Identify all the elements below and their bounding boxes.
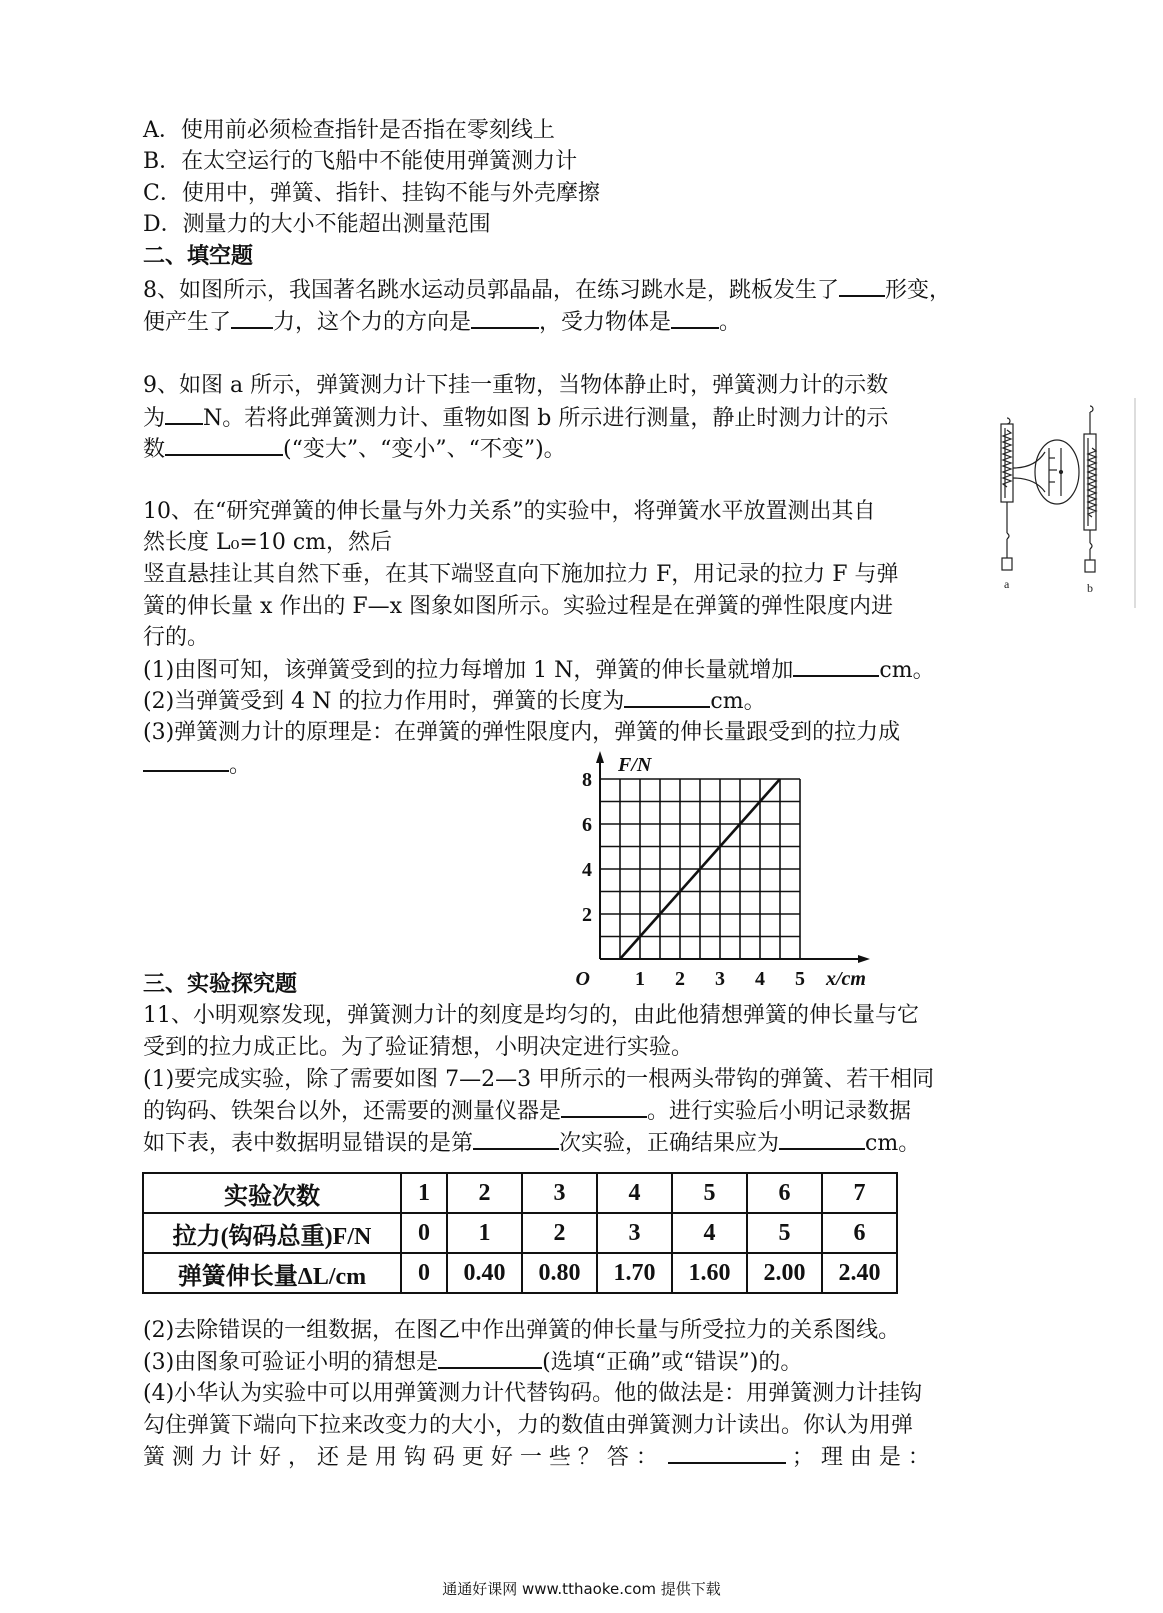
q10-part-3-answer [143,750,251,781]
table-cell: 弹簧伸长量ΔL/cm [143,1253,401,1293]
y-tick-label: 6 [582,814,592,836]
q9-text: 数 [143,437,166,462]
q9-blank-2 [165,434,283,456]
q8-text: 形变， [885,278,952,303]
q11-part-4-line-3 [143,1442,930,1473]
q11-line-4 [143,1096,911,1127]
q10-part-3: (3)弹簧测力计的原理是：在弹簧的弹性限度内，弹簧的伸长量跟受到的拉力成 [143,720,901,745]
q11-blank-2 [473,1128,559,1150]
q11-part-2: (2)去除错误的一组数据，在图乙中作出弹簧的伸长量与所受拉力的关系图线。 [143,1318,901,1343]
table-cell: 7 [822,1173,897,1213]
q11-part-4-line-1: (4)小华认为实验中可以用弹簧测力计代替钩码。他的做法是：用弹簧测力计挂钩 [143,1381,923,1406]
q11-line-1: 11、小明观察发现，弹簧测力计的刻度是均匀的，由此他猜想弹簧的伸长量与它 [143,1003,919,1028]
q11-blank-4 [438,1347,542,1369]
y-tick-label: 4 [582,859,592,881]
y-axis-label: F/N [618,754,652,776]
q10-text: (1)由图可知，该弹簧受到的拉力每增加 1 N，弹簧的伸长量就增加 [143,658,794,683]
q10-text: 。 [229,753,252,778]
q10-text: cm。 [710,689,766,714]
table-cell: 2 [447,1173,522,1213]
q10-line-3: 竖直悬挂让其自然下垂，在其下端竖直向下施加拉力 F，用记录的拉力 F 与弹 [143,562,899,587]
section-3-title: 三、实验探究题 [143,972,298,997]
q10-blank-2 [624,686,710,708]
q10-line-4: 簧的伸长量 x 作出的 F—x 图象如图所示。实验过程是在弹簧的弹性限度内进 [143,594,894,619]
q11-blank-3 [779,1128,865,1150]
q7-option-a: A．使用前必须检查指针是否指在零刻线上 [143,118,555,143]
x-tick-label: 1 [635,968,645,990]
q10-part-2 [143,686,766,717]
table-row [143,1253,897,1293]
fx-chart [570,740,880,1000]
footer: 通通好课网 www.tthaoke.com 提供下载 [442,1580,721,1598]
q11-text: 簧 测 力 计 好 ， 还 是 用 钩 码 更 好 一 些 ？ 答 ： [143,1445,658,1470]
q8-line-2 [143,307,741,338]
q9-text: 为 [143,406,166,431]
table-cell: 3 [522,1173,597,1213]
table-cell: 实验次数 [143,1173,401,1213]
q9-text: N。若将此弹簧测力计、重物如图 b 所示进行测量，静止时测力计的示 [203,406,889,431]
section-2-title: 二、填空题 [143,244,254,269]
q11-text: 的钩码、铁架台以外，还需要的测量仪器是 [143,1099,562,1124]
q8-text: 便产生了 [143,310,232,335]
q10-text: cm。 [879,658,935,683]
y-tick-label: 8 [582,769,592,791]
q11-blank-5 [668,1442,786,1464]
q7-option-b: B．在太空运行的飞船中不能使用弹簧测力计 [143,149,578,174]
table-row [143,1213,897,1253]
table-cell: 0 [401,1253,447,1293]
table-cell: 1 [401,1173,447,1213]
table-cell: 1.60 [672,1253,747,1293]
q10-blank-1 [793,655,879,677]
table-cell: 2.00 [747,1253,822,1293]
q8-line-1 [143,275,951,306]
q9-text: (“变大”、“变小”、“不变”)。 [283,437,566,462]
q9-line-1: 9、如图 a 所示，弹簧测力计下挂一重物，当物体静止时，弹簧测力计的示数 [143,373,889,398]
table-row [143,1173,897,1213]
x-tick-label: 3 [715,968,725,990]
q8-text: 。 [719,310,742,335]
q11-line-5 [143,1128,920,1159]
q10-blank-3 [143,750,229,772]
x-axis-label: x/cm [826,968,866,990]
table-cell: 4 [597,1173,672,1213]
table-cell: 2.40 [822,1253,897,1293]
q8-blank-2 [231,307,273,329]
fig-label-a: a [1004,577,1010,591]
q9-line-3 [143,434,566,465]
q8-blank-4 [671,307,719,329]
origin-label: O [575,968,590,990]
q11-text: (3)由图象可验证小明的猜想是 [143,1350,439,1375]
q9-blank-1 [165,403,203,425]
x-tick-label: 5 [795,968,805,990]
table-cell: 3 [597,1213,672,1253]
table-cell: 5 [747,1213,822,1253]
table-cell: 2 [522,1213,597,1253]
y-tick-label: 2 [582,904,592,926]
q11-line-2: 受到的拉力成正比。为了验证猜想，小明决定进行实验。 [143,1035,694,1060]
table-cell: 1.70 [597,1253,672,1293]
q10-part-1 [143,655,935,686]
x-tick-label: 4 [755,968,765,990]
q8-text: 8、如图所示，我国著名跳水运动员郭晶晶，在练习跳水是，跳板发生了 [143,278,839,303]
table-cell: 4 [672,1213,747,1253]
q9-line-2 [143,403,888,434]
q11-text: cm。 [865,1131,921,1156]
q8-blank-1 [839,275,885,297]
experiment-table [142,1172,898,1294]
spring-balance-a [1001,418,1079,570]
table-cell: 6 [822,1213,897,1253]
q8-text: 力，这个力的方向是 [273,310,472,335]
q7-option-d: D．测量力的大小不能超出测量范围 [143,212,491,237]
table-cell: 拉力(钩码总重)F/N [143,1213,401,1253]
table-cell: 1 [447,1213,522,1253]
y-axis-arrow [596,751,604,763]
q11-blank-1 [561,1096,647,1118]
q11-text: 次实验，正确结果应为 [559,1131,780,1156]
table-cell: 0.40 [447,1253,522,1293]
q11-text: 。进行实验后小明记录数据 [647,1099,912,1124]
table-cell: 0.80 [522,1253,597,1293]
q10-line-2: 然长度 L₀=10 cm，然后 [143,530,393,555]
x-tick-label: 2 [675,968,685,990]
table-cell: 6 [747,1173,822,1213]
q10-line-1: 10、在“研究弹簧的伸长量与外力关系”的实验中，将弹簧水平放置测出其自 [143,499,876,524]
q11-text: (选填“正确”或“错误”)的。 [542,1350,803,1375]
spring-balance-figure [995,398,1143,608]
fig-label-b: b [1087,581,1093,595]
q8-text: ，受力物体是 [539,310,672,335]
table-cell: 0 [401,1213,447,1253]
q8-blank-3 [471,307,539,329]
q11-part-4-line-2: 勾住弹簧下端向下拉来改变力的大小，力的数值由弹簧测力计读出。你认为用弹 [143,1413,914,1438]
q11-text: 如下表，表中数据明显错误的是第 [143,1131,474,1156]
q11-part-3 [143,1347,802,1378]
q11-text: ； 理 由 是 ： [791,1445,930,1470]
table-cell: 5 [672,1173,747,1213]
q11-line-3: (1)要完成实验，除了需要如图 7—2—3 甲所示的一根两头带钩的弹簧、若干相同 [143,1067,935,1092]
x-axis-arrow [858,955,870,963]
q10-text: (2)当弹簧受到 4 N 的拉力作用时，弹簧的长度为 [143,689,625,714]
spring-balance-b [1084,406,1096,572]
q7-option-c: C．使用中，弹簧、指针、挂钩不能与外壳摩擦 [143,181,600,206]
q10-line-5: 行的。 [143,625,210,650]
